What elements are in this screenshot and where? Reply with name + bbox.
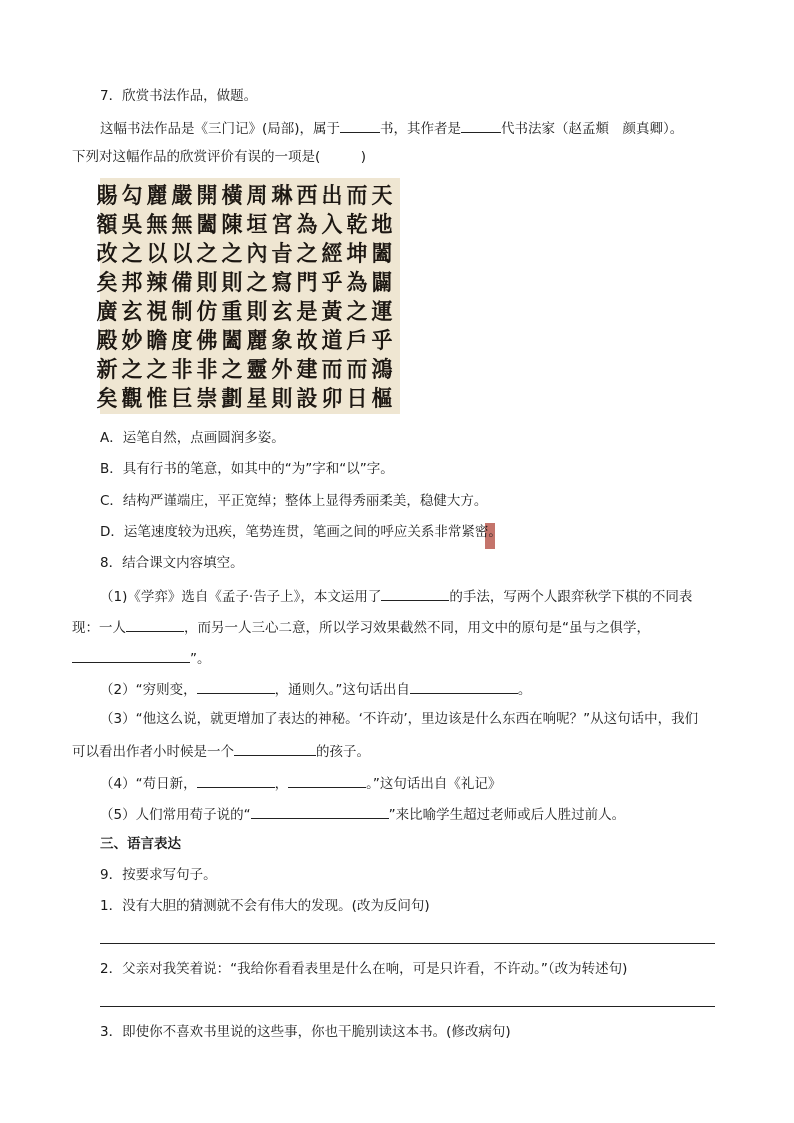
q8-text: ”来比喻学生超过老师或后人胜过前人。: [388, 807, 626, 823]
calligraphy-glyph: 視: [146, 299, 168, 325]
calligraphy-column: [193, 182, 221, 414]
calligraphy-glyph: 經: [321, 241, 343, 267]
calligraphy-glyph: 闢: [371, 270, 393, 296]
calligraphy-text: [321, 182, 343, 414]
calligraphy-glyph: 天: [371, 183, 393, 209]
calligraphy-column: [143, 182, 171, 414]
calligraphy-column: [243, 182, 271, 414]
calligraphy-glyph: 之: [221, 241, 243, 267]
q8-part4: [100, 773, 501, 793]
calligraphy-glyph: 巨: [171, 386, 193, 412]
calligraphy-glyph: 乎: [371, 328, 393, 354]
calligraphy-glyph: 乾: [346, 212, 368, 238]
calligraphy-glyph: 無: [146, 212, 168, 238]
calligraphy-glyph: 星: [246, 386, 268, 412]
calligraphy-glyph: 日: [346, 386, 368, 412]
calligraphy-glyph: 宮: [271, 212, 293, 238]
q8-part2: [100, 679, 531, 699]
calligraphy-glyph: 鴻: [371, 357, 393, 383]
calligraphy-glyph: 周: [246, 183, 268, 209]
calligraphy-glyph: 外: [271, 357, 293, 383]
calligraphy-column: [118, 182, 146, 414]
calligraphy-glyph: 道: [321, 328, 343, 354]
q8-blank-one-person[interactable]: [126, 617, 184, 632]
q8-text: 。: [517, 682, 532, 698]
q7-stem-part-c: 代书法家（赵孟頫 颜真卿）。: [501, 121, 684, 137]
q8-blank-technique[interactable]: [381, 586, 449, 601]
calligraphy-glyph: 建: [296, 357, 318, 383]
calligraphy-text: [296, 182, 318, 414]
calligraphy-glyph: 非: [196, 357, 218, 383]
calligraphy-column: [168, 182, 196, 414]
q7-option-d[interactable]: D．运笔速度较为迅疾，笔势连贯，笔画之间的呼应关系非常紧密。: [100, 524, 502, 540]
calligraphy-glyph: 矣: [96, 386, 118, 412]
calligraphy-glyph: 出: [321, 183, 343, 209]
q8-blank-source[interactable]: [410, 679, 518, 694]
q9-title: 9．按要求写句子。: [100, 867, 217, 883]
calligraphy-glyph: 地: [371, 212, 393, 238]
q7-title: 7．欣赏书法作品，做题。: [100, 88, 258, 104]
calligraphy-column: [218, 182, 246, 414]
calligraphy-glyph: 而: [346, 183, 368, 209]
calligraphy-glyph: 仿: [196, 299, 218, 325]
q8-blank-character[interactable]: [234, 741, 316, 756]
q8-blank-xunzi-quote[interactable]: [251, 804, 389, 819]
q8-part1-line1: [100, 586, 692, 606]
calligraphy-text: [221, 182, 243, 414]
calligraphy-text: [96, 182, 118, 414]
calligraphy-glyph: 㫖: [271, 241, 293, 267]
calligraphy-glyph: 入: [321, 212, 343, 238]
calligraphy-glyph: 內: [246, 241, 268, 267]
q7-stem: [100, 118, 683, 138]
calligraphy-glyph: 戶: [346, 328, 368, 354]
q9-item-1: 1．没有大胆的猜测就不会有伟大的发现。(改为反问句): [100, 898, 430, 914]
q7-blank-style[interactable]: [340, 118, 380, 133]
calligraphy-glyph: 而: [321, 357, 343, 383]
calligraphy-glyph: 玄: [121, 299, 143, 325]
calligraphy-glyph: 闔: [196, 212, 218, 238]
calligraphy-glyph: 西: [296, 183, 318, 209]
q8-text: ”。: [190, 651, 211, 667]
calligraphy-glyph: 設: [296, 386, 318, 412]
calligraphy-glyph: 吳: [121, 212, 143, 238]
calligraphy-glyph: 開: [196, 183, 218, 209]
calligraphy-text: [171, 182, 193, 414]
calligraphy-glyph: 度: [171, 328, 193, 354]
q8-blank-line3[interactable]: [288, 773, 366, 788]
calligraphy-glyph: 而: [346, 357, 368, 383]
q7-option-a[interactable]: A．运笔自然，点画圆润多姿。: [100, 430, 285, 446]
calligraphy-glyph: 妙: [121, 328, 143, 354]
calligraphy-column: [293, 182, 321, 414]
q8-text: 现：一人: [72, 620, 126, 636]
q7-option-b[interactable]: B．具有行书的笔意，如其中的“为”字和“以”字。: [100, 461, 394, 477]
calligraphy-glyph: 則: [196, 270, 218, 296]
calligraphy-glyph: 以: [171, 241, 193, 267]
q8-text: 的手法，写两个人跟弈秋学下棋的不同表: [449, 589, 693, 605]
calligraphy-glyph: 黃: [321, 299, 343, 325]
q8-part3-line2: [72, 741, 370, 761]
q8-text: 可以看出作者小时候是一个: [72, 744, 234, 760]
q8-text: ，而另一人三心二意，所以学习效果截然不同，用文中的原句是“虽与之俱学，: [184, 620, 650, 636]
calligraphy-text: [271, 182, 293, 414]
calligraphy-glyph: 麗: [146, 183, 168, 209]
calligraphy-column: [368, 182, 396, 414]
calligraphy-glyph: 之: [246, 270, 268, 296]
q8-part3-line1: （3）“他这么说，就更增加了表达的神秘。‘不许动’，里边该是什么东西在响呢？”从这句话中，我们: [100, 711, 699, 727]
calligraphy-glyph: 垣: [246, 212, 268, 238]
calligraphy-glyph: 則: [246, 299, 268, 325]
calligraphy-glyph: 運: [371, 299, 393, 325]
calligraphy-glyph: 之: [121, 241, 143, 267]
calligraphy-glyph: 之: [346, 299, 368, 325]
calligraphy-glyph: 為: [296, 212, 318, 238]
q8-text: （1)《学弈》选自《孟子·告子上》，本文运用了: [100, 589, 382, 605]
calligraphy-glyph: 靈: [246, 357, 268, 383]
q8-blank-original-sentence[interactable]: [72, 648, 190, 663]
q8-blank-line2[interactable]: [197, 773, 275, 788]
calligraphy-glyph: 矣: [96, 270, 118, 296]
calligraphy-glyph: 琳: [271, 183, 293, 209]
calligraphy-glyph: 卯: [321, 386, 343, 412]
calligraphy-glyph: 則: [221, 270, 243, 296]
answer-line-1[interactable]: [100, 943, 715, 944]
calligraphy-glyph: 賜: [96, 183, 118, 209]
q8-text: ，: [274, 776, 289, 792]
calligraphy-glyph: 橫: [221, 183, 243, 209]
calligraphy-glyph: 寫: [271, 270, 293, 296]
calligraphy-glyph: 改: [96, 241, 118, 267]
calligraphy-glyph: 佛: [196, 328, 218, 354]
calligraphy-glyph: 之: [221, 357, 243, 383]
q8-blank-phrase[interactable]: [197, 679, 275, 694]
q8-title: 8．结合课文内容填空。: [100, 555, 244, 571]
calligraphy-glyph: 之: [146, 357, 168, 383]
calligraphy-glyph: 為: [346, 270, 368, 296]
calligraphy-glyph: 以: [146, 241, 168, 267]
calligraphy-glyph: 勾: [121, 183, 143, 209]
calligraphy-column: [318, 182, 346, 414]
q7-stem-line2: 下列对这幅作品的欣赏评价有误的一项是( ): [72, 149, 367, 165]
calligraphy-glyph: 則: [271, 386, 293, 412]
calligraphy-glyph: 惟: [146, 386, 168, 412]
q8-part1-line2: [72, 617, 650, 637]
calligraphy-text: [121, 182, 143, 414]
q8-text: （5）人们常用荀子说的“: [100, 807, 251, 823]
calligraphy-glyph: 額: [96, 212, 118, 238]
q8-text: （2）“穷则变，: [100, 682, 197, 698]
q8-text: 。”这句话出自《礼记》: [366, 776, 502, 792]
section-heading: 三、语言表达: [100, 836, 181, 852]
q7-stem-part-b: 书，其作者是: [380, 121, 462, 137]
calligraphy-glyph: 廣: [96, 299, 118, 325]
calligraphy-glyph: 邦: [121, 270, 143, 296]
q8-part5: [100, 804, 625, 824]
calligraphy-glyph: 崇: [196, 386, 218, 412]
calligraphy-glyph: 觀: [121, 386, 143, 412]
calligraphy-glyph: 新: [96, 357, 118, 383]
calligraphy-glyph: 瞻: [146, 328, 168, 354]
calligraphy-text: [246, 182, 268, 414]
q9-item-3: 3．即使你不喜欢书里说的这些事，你也干脆别读这本书。(修改病句): [100, 1024, 511, 1040]
calligraphy-glyph: 故: [296, 328, 318, 354]
calligraphy-glyph: 麗: [246, 328, 268, 354]
calligraphy-glyph: 之: [196, 241, 218, 267]
calligraphy-glyph: 無: [171, 212, 193, 238]
q7-blank-dynasty[interactable]: [461, 118, 501, 133]
calligraphy-glyph: 闔: [221, 328, 243, 354]
calligraphy-column: [343, 182, 371, 414]
q7-stem-part-a: 这幅书法作品是《三门记》(局部)，属于: [100, 121, 341, 137]
calligraphy-glyph: 殿: [96, 328, 118, 354]
q8-text: 的孩子。: [316, 744, 370, 760]
calligraphy-glyph: 備: [171, 270, 193, 296]
calligraphy-glyph: 制: [171, 299, 193, 325]
calligraphy-text: [146, 182, 168, 414]
q8-text: ，通则久。”这句话出自: [274, 682, 410, 698]
calligraphy-glyph: 闔: [371, 241, 393, 267]
calligraphy-glyph: 乎: [321, 270, 343, 296]
calligraphy-column: [93, 182, 121, 414]
calligraphy-glyph: 劃: [221, 386, 243, 412]
q8-part1-line3: [72, 648, 211, 668]
calligraphy-image: [96, 178, 400, 414]
calligraphy-glyph: 重: [221, 299, 243, 325]
calligraphy-text: [346, 182, 368, 414]
calligraphy-column: [268, 182, 296, 414]
calligraphy-glyph: 非: [171, 357, 193, 383]
calligraphy-glyph: 門: [296, 270, 318, 296]
q9-item-2: 2．父亲对我笑着说：“我给你看看表里是什么在响，可是只许看，不许动。”（改为转述句): [100, 961, 628, 977]
calligraphy-text: [371, 182, 393, 414]
calligraphy-glyph: 坤: [346, 241, 368, 267]
q8-text: （4）“苟日新，: [100, 776, 197, 792]
calligraphy-glyph: 之: [121, 357, 143, 383]
calligraphy-glyph: 象: [271, 328, 293, 354]
calligraphy-glyph: 陳: [221, 212, 243, 238]
calligraphy-glyph: 嚴: [171, 183, 193, 209]
calligraphy-glyph: 辣: [146, 270, 168, 296]
calligraphy-text: [196, 182, 218, 414]
answer-line-2[interactable]: [100, 1006, 715, 1007]
calligraphy-glyph: 是: [296, 299, 318, 325]
calligraphy-glyph: 玄: [271, 299, 293, 325]
q7-option-c[interactable]: C．结构严谨端庄，平正宽绰；整体上显得秀丽柔美，稳健大方。: [100, 493, 488, 509]
calligraphy-glyph: 之: [296, 241, 318, 267]
calligraphy-glyph: 樞: [371, 386, 393, 412]
